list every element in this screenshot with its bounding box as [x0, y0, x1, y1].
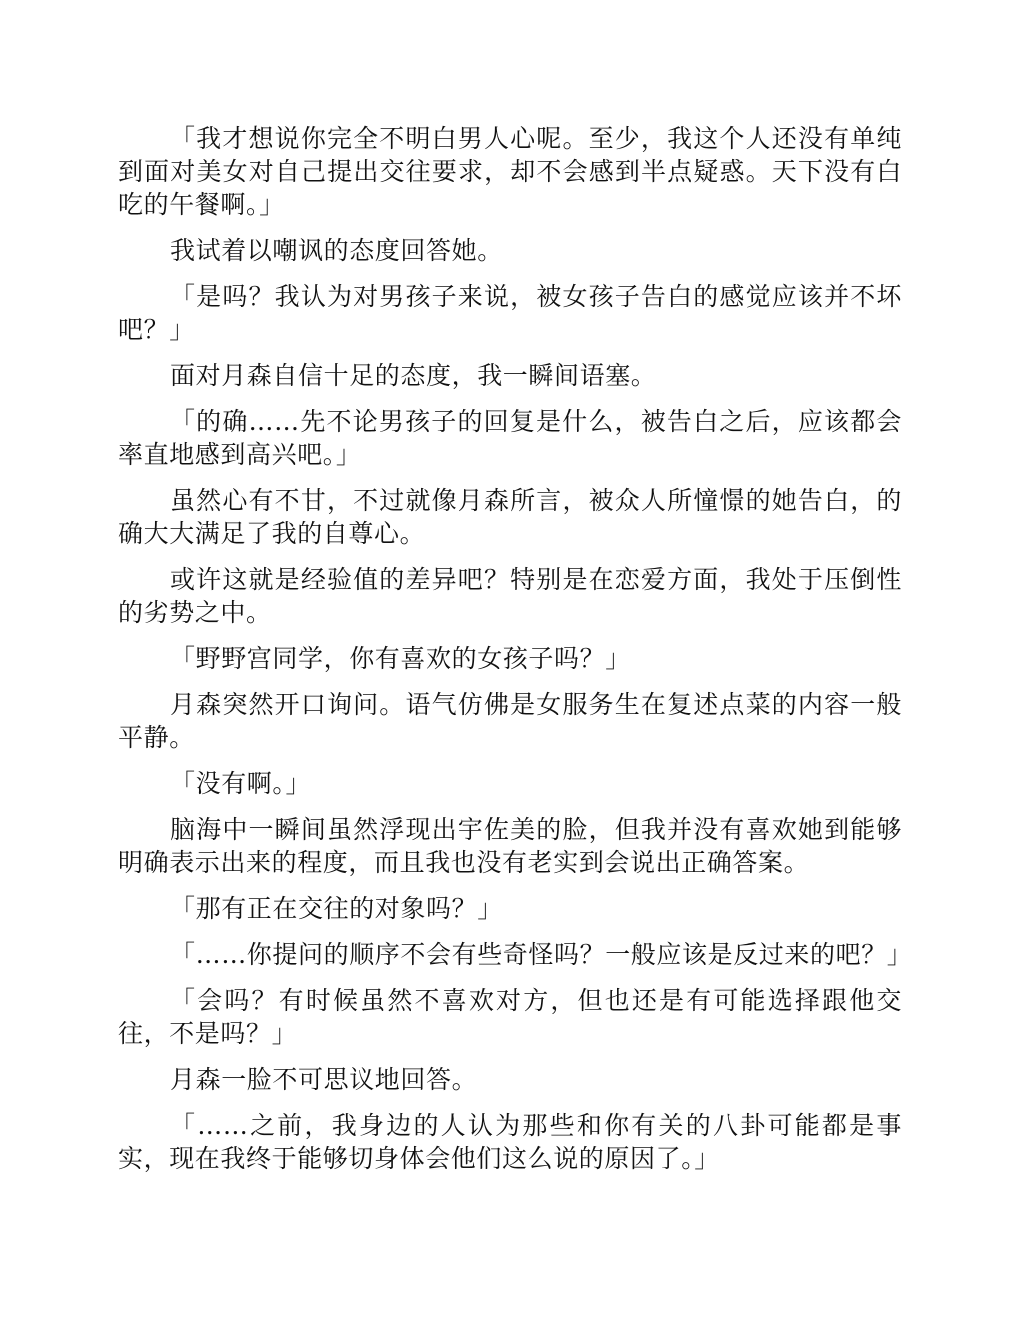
- paragraph: 「野野宫同学，你有喜欢的女孩子吗？」: [170, 644, 631, 673]
- paragraph: 我试着以嘲讽的态度回答她。: [170, 236, 503, 265]
- paragraph: 或许这就是经验值的差异吧？特别是在恋爱方面，我处于压倒性的劣势之中。: [118, 565, 902, 627]
- paragraph: 「会吗？有时候虽然不喜欢对方，但也还是有可能选择跟他交往，不是吗？」: [118, 986, 902, 1048]
- paragraph: 「是吗？我认为对男孩子来说，被女孩子告白的感觉应该并不坏吧？」: [118, 282, 902, 344]
- paragraph: 面对月森自信十足的态度，我一瞬间语塞。: [170, 361, 657, 390]
- paragraph: 月森突然开口询问。语气仿佛是女服务生在复述点菜的内容一般平静。: [118, 690, 902, 752]
- paragraph: 「那有正在交往的对象吗？」: [170, 894, 503, 923]
- paragraph: 虽然心有不甘，不过就像月森所言，被众人所憧憬的她告白，的确大大满足了我的自尊心。: [118, 486, 902, 548]
- paragraph: 「我才想说你完全不明白男人心呢。至少，我这个人还没有单纯到面对美女对自己提出交往要求，却不会感到半点疑惑。天下没有白吃的午餐啊。」: [118, 124, 902, 219]
- paragraph: 脑海中一瞬间虽然浮现出宇佐美的脸，但我并没有喜欢她到能够明确表示出来的程度，而且我也没有老实到会说出正确答案。: [118, 815, 902, 877]
- paragraph: 「没有啊。」: [170, 769, 312, 798]
- paragraph: 「的确……先不论男孩子的回复是什么，被告白之后，应该都会率直地感到高兴吧。」: [118, 407, 902, 469]
- paragraph: 「……你提问的顺序不会有些奇怪吗？一般应该是反过来的吧？」: [170, 940, 913, 969]
- paragraph: 「……之前，我身边的人认为那些和你有关的八卦可能都是事实，现在我终于能够切身体会他们这么说的原因了。」: [118, 1111, 902, 1173]
- document-page: [118, 122, 913, 1188]
- paragraph: 月森一脸不可思议地回答。: [170, 1065, 478, 1094]
